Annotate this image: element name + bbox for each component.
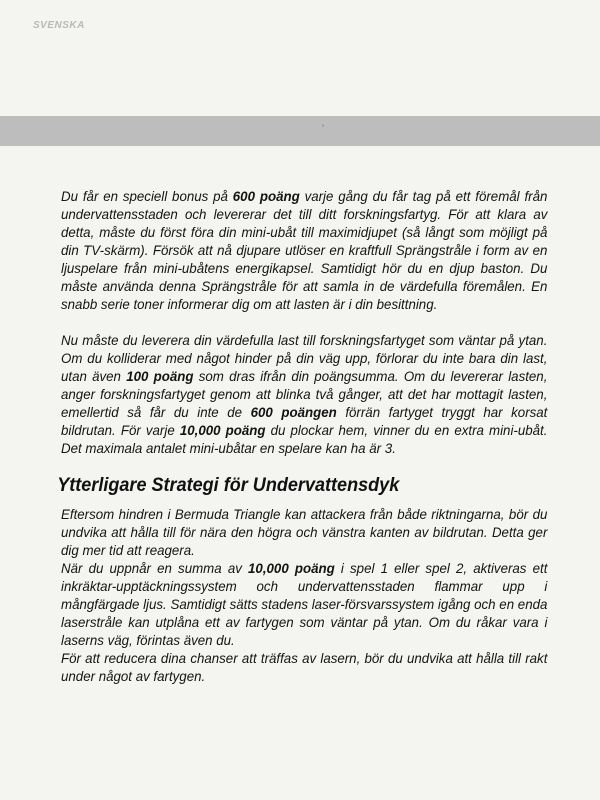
strategy-paragraph-1: Eftersom hindren i Bermuda Triangle kan attackera från både riktningarna, bör du undvika att hålla till för nära den högra och vänstra kanten av bildrutan. Detta ger dig mer tid att reagera. <box>61 506 548 558</box>
penalty-points-100: 100 poäng <box>126 368 194 384</box>
strategy-heading: Ytterligare Strategi för Undervattensdyk <box>57 475 400 496</box>
strategy-points-10000: 10,000 poäng <box>248 560 335 576</box>
bonus-text-1: Du får en speciell bonus på <box>61 188 233 204</box>
delivery-text-3: förrän fartyget tryggt har korsat bildrutan. För varje <box>61 404 548 438</box>
strategy-text-1: När du uppnår en summa av <box>61 560 249 576</box>
strategy-paragraph-3: För att reducera dina chanser att träffas av lasern, bör du undvika att hålla till rakt under något av fartygen. <box>61 650 548 684</box>
gray-header-band <box>0 116 600 146</box>
strategy-text-2: i spel 1 eller spel 2, aktiveras ett inkräktar-upptäckningssystem och undervattensstaden flammar upp i mångfärgade ljus. Samtidigt sätts stadens laser-försvarssystem igång och en enda laserstråle kan utplåna ett av fartygen som väntar på ytan. Om du råkar vara i laserns väg, förintas även du. <box>61 560 548 648</box>
delivery-text-2: som dras ifrån din poängsumma. Om du levererar lasten, anger forskningsfartyget genom att blinka två gånger, att det har mottagit lasten, emellertid så får du inte de <box>61 368 548 420</box>
delivery-points-600: 600 poängen <box>250 404 337 420</box>
bonus-text-2: varje gång du får tag på ett föremål från undervattensstaden och levererar det till ditt forskningsfartyg. För att klara av detta, måste du först föra din mini-ubåt till maximidjupet (så långt som möjligt på din TV-skärm). Försök att nå djupare utlöser en kraftfull Sprängstråle i form av en ljuspelare från mini-ubåtens energikapsel. Samtidigt hör du en djup baston. Du måste använda denna Sprängstråle för att samla in de värdefulla föremålen. En snabb serie toner informerar dig om att lasten är i din besittning. <box>61 188 548 312</box>
bonus-paragraph <box>61 187 547 313</box>
strategy-paragraph-2 <box>61 559 547 649</box>
band-mark: ˚ <box>322 124 325 133</box>
language-label: SVENSKA <box>33 20 85 31</box>
delivery-paragraph <box>61 331 547 457</box>
delivery-text-1: Nu måste du leverera din värdefulla last till forskningsfartyget som väntar på ytan. Om du kolliderar med något hinder på din väg upp, förlorar du inte bara din last, utan även <box>61 332 548 384</box>
bonus-points-600: 600 poäng <box>232 188 300 204</box>
extra-sub-points-10000: 10,000 poäng <box>179 422 266 438</box>
manual-text <box>57 187 548 685</box>
delivery-text-4: du plockar hem, vinner du en extra mini-ubåt. Det maximala antalet mini-ubåtar en spelare kan ha är 3. <box>61 422 548 456</box>
